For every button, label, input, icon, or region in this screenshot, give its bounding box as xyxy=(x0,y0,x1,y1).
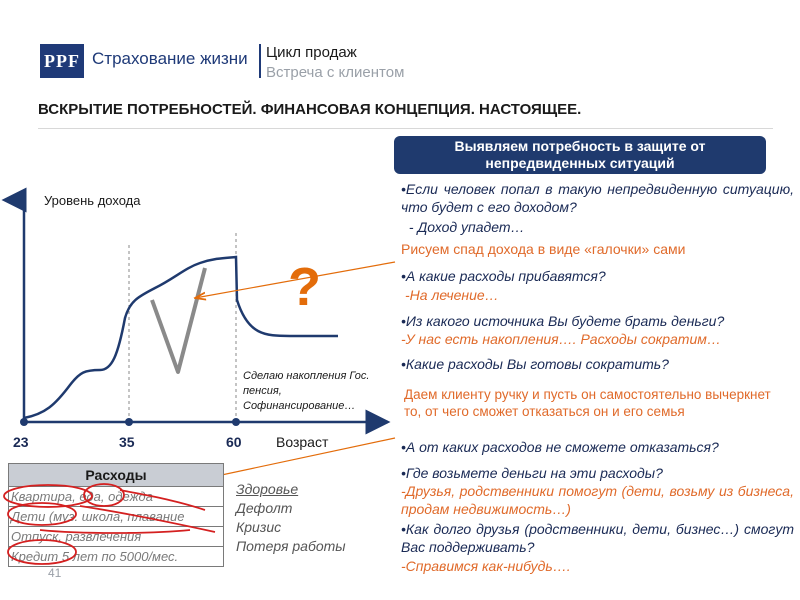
expense-row: Кредит 5 лет по 5000/мес. xyxy=(9,547,224,567)
x-axis-label: Возраст xyxy=(276,434,329,450)
answer-6: -Друзья, родственники помогут (дети, возьму из бизнеса, продам недвижимость…) xyxy=(401,483,794,517)
strike-clothes xyxy=(120,490,205,510)
answer-1: - Доход упадет… xyxy=(408,219,525,235)
expense-row: Отпуск, развлечения xyxy=(9,527,224,547)
question-4: •Какие расходы Вы готовы сократить? xyxy=(401,356,669,372)
question-mark: ? xyxy=(288,257,321,317)
question-3: •Из какого источника Вы будете брать деньги? xyxy=(401,313,725,329)
instruction-1: Рисуем спад дохода в виде «галочки» сами xyxy=(401,241,686,257)
savings-note: Сделаю накопления Гос. пенсия, Софинансирование… xyxy=(243,370,370,412)
instruction-2: Даем клиенту ручку и пусть он самостоятельно вычеркнет то, от чего сможет отказаться он и его семья xyxy=(404,387,771,419)
expenses-header: Расходы xyxy=(9,464,224,487)
question-7: •Как долго друзья (родственники, дети, бизнес…) смогут Вас поддерживать? xyxy=(401,521,794,555)
question-5: •А от каких расходов не сможете отказаться? xyxy=(401,439,719,455)
needs-banner: Выявляем потребность в защите от непредвиденных ситуаций xyxy=(394,136,766,174)
section-subtitle: Встреча с клиентом xyxy=(266,64,405,81)
tick-label-60: 60 xyxy=(226,434,242,450)
risk-crisis: Кризис xyxy=(236,519,282,535)
y-axis-label: Уровень дохода xyxy=(44,193,141,208)
circle-food xyxy=(84,484,124,506)
expense-row: Квартира, еда, одежда xyxy=(9,487,224,507)
brand-name: Страхование жизни xyxy=(92,49,248,68)
answer-3: -У нас есть накопления…. Расходы сократим… xyxy=(401,331,721,347)
risk-job-loss: Потеря работы xyxy=(236,538,346,554)
question-1: •Если человек попал в такую непредвиденную ситуацию, что будет с его доходом? xyxy=(401,181,794,215)
tick-label-35: 35 xyxy=(119,434,135,450)
risk-health: Здоровье xyxy=(236,481,299,497)
question-6: •Где возьмете деньги на эти расходы? xyxy=(401,465,663,481)
answer-7: -Справимся как-нибудь…. xyxy=(401,558,571,574)
tick-label-23: 23 xyxy=(13,434,29,450)
ppf-logo: PPF xyxy=(40,44,84,78)
section-title: Цикл продаж xyxy=(266,44,357,61)
risk-default: Дефолт xyxy=(236,500,293,516)
expense-row: Дети (муз. школа, плавание xyxy=(9,507,224,527)
strike-music-school xyxy=(80,506,215,532)
strike-vacation xyxy=(40,530,190,533)
answer-2: -На лечение… xyxy=(405,287,499,303)
slide-title: ВСКРЫТИЕ ПОТРЕБНОСТЕЙ. ФИНАНСОВАЯ КОНЦЕПЦИЯ. НАСТОЯЩЕЕ. xyxy=(38,101,582,118)
question-2: •А какие расходы прибавятся? xyxy=(401,268,606,284)
page-number: 41 xyxy=(48,566,62,580)
circle-credit xyxy=(8,540,76,564)
